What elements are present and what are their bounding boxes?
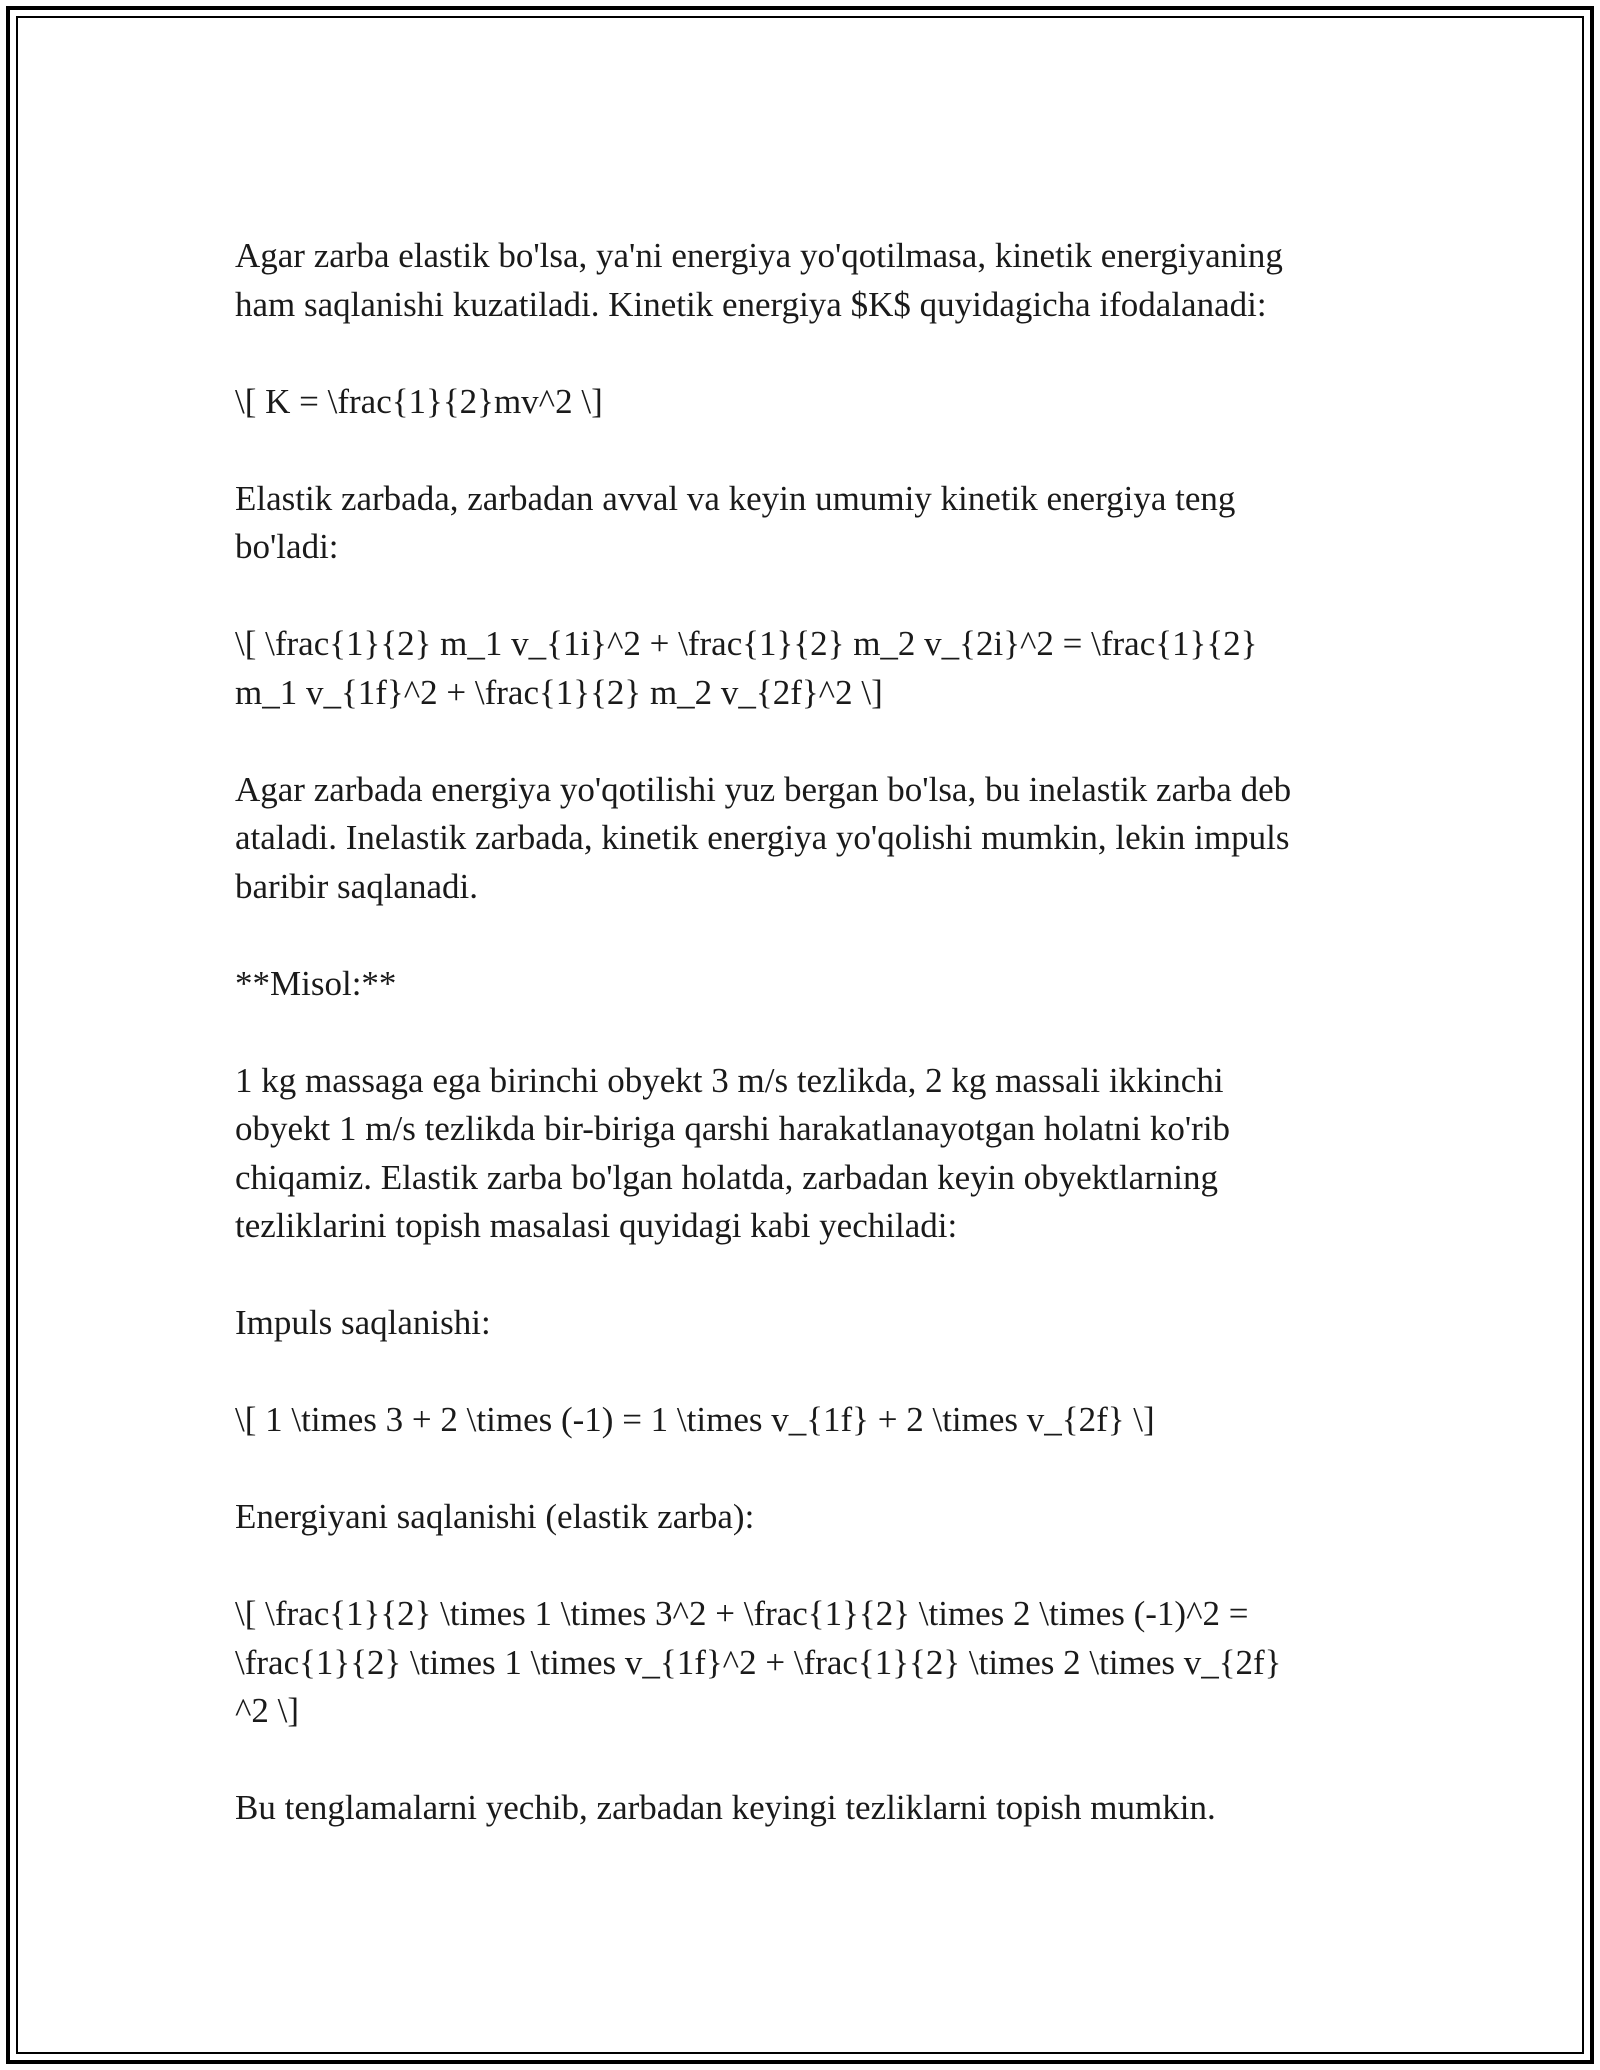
- label-energy-conservation: Energiyani saqlanishi (elastik zarba):: [235, 1497, 755, 1536]
- document-body: [235, 232, 1365, 1833]
- paragraph-conclusion: Bu tenglamalarni yechib, zarbadan keyingi tezliklarni topish mumkin.: [235, 1788, 1216, 1827]
- example-heading: **Misol:**: [235, 963, 397, 1003]
- paragraph-elastic-equal: Elastik zarbada, zarbadan avval va keyin umumiy kinetik energiya teng bo'ladi:: [235, 478, 1236, 566]
- formula-energy-example: \[ \frac{1}{2} \times 1 \times 3^2 + \frac{1}{2} \times 2 \times (-1)^2 = \frac{1}{2} \times 1 \times v_{1f}^2 + \frac{1}{2} \times 2 \times v_{2f} ^2 \]: [235, 1594, 1282, 1730]
- paragraph-example: 1 kg massaga ega birinchi obyekt 3 m/s tezlikda, 2 kg massali ikkinchi obyekt 1 m/s tezlikda bir-biriga qarshi harakatlanayotgan holatni ko'rib chiqamiz. Elastik zarba bo'lgan holatda, zarbadan keyin obyektlarning tezliklarini topish masalasi quyidagi kabi yechiladi:: [235, 1060, 1231, 1245]
- label-momentum-conservation: Impuls saqlanishi:: [235, 1303, 491, 1342]
- formula-energy-conservation: \[ \frac{1}{2} m_1 v_{1i}^2 + \frac{1}{2} m_2 v_{2i}^2 = \frac{1}{2} m_1 v_{1f}^2 + \frac{1}{2} m_2 v_{2f}^2 \]: [235, 624, 1258, 712]
- paragraph-elastic-intro: Agar zarba elastik bo'lsa, ya'ni energiya yo'qotilmasa, kinetik energiyaning ham saqlanishi kuzatiladi. Kinetik energiya $K$ quyidagicha ifodalanadi:: [235, 236, 1283, 324]
- paragraph-inelastic: Agar zarbada energiya yo'qotilishi yuz bergan bo'lsa, bu inelastik zarba deb ataladi. Inelastik zarbada, kinetik energiya yo'qolishi mumkin, lekin impuls baribir saqlanadi.: [235, 769, 1292, 906]
- formula-momentum: \[ 1 \times 3 + 2 \times (-1) = 1 \times v_{1f} + 2 \times v_{2f} \]: [235, 1400, 1155, 1439]
- formula-kinetic-energy: \[ K = \frac{1}{2}mv^2 \]: [235, 381, 603, 421]
